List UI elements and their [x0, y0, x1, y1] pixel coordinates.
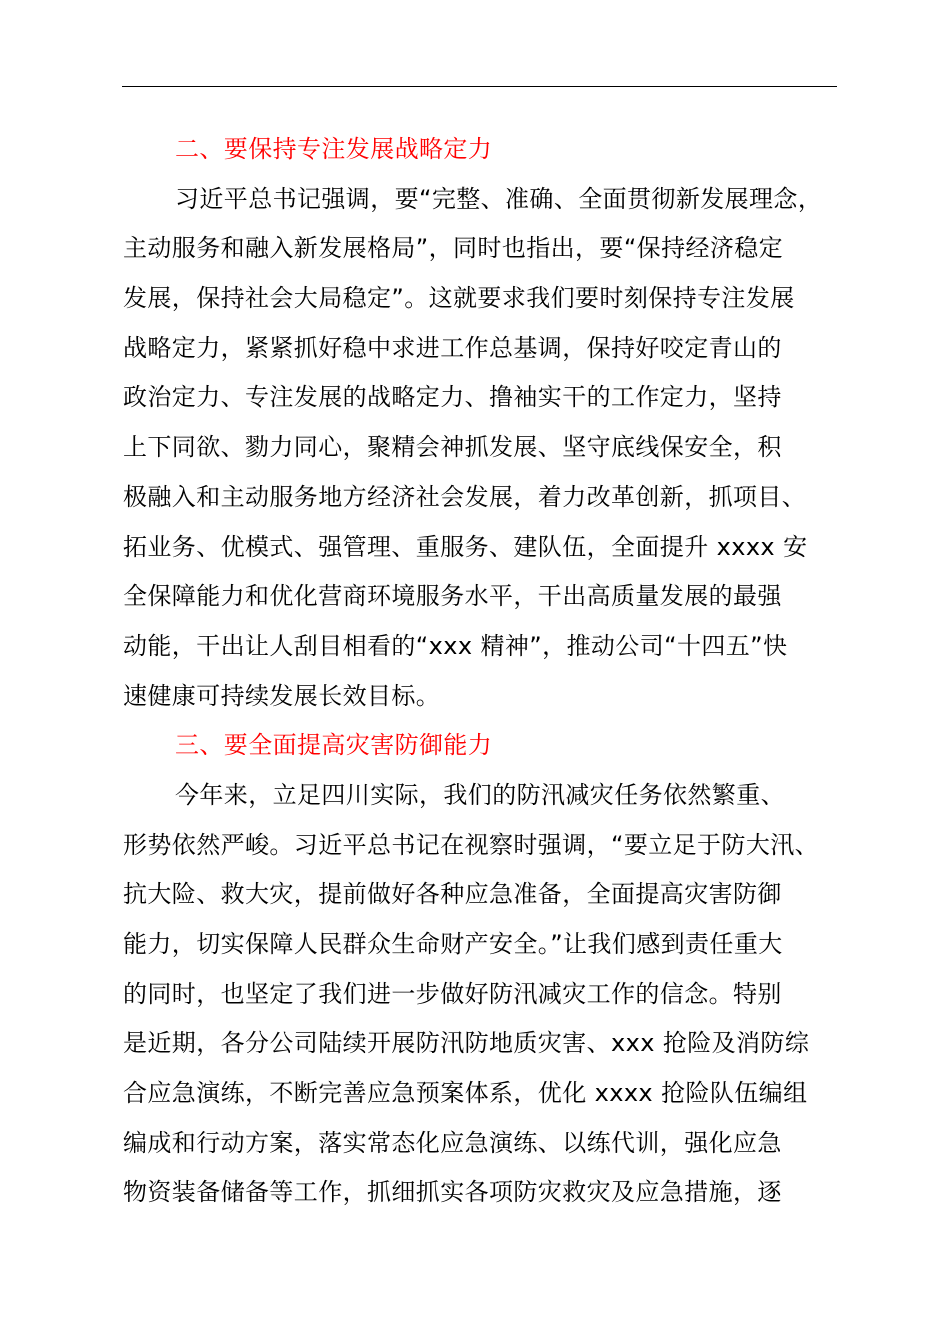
- paragraph-line: 合应急演练，不断完善应急预案体系，优化 xxxx 抢险队伍编组: [123, 1079, 808, 1108]
- paragraph-line: 编成和行动方案，落实常态化应急演练、以练代训，强化应急: [123, 1128, 782, 1157]
- paragraph-line: 今年来，立足四川实际，我们的防汛减灾任务依然繁重、: [175, 780, 785, 809]
- paragraph-line: 极融入和主动服务地方经济社会发展，着力改革创新，抓项目、: [123, 482, 807, 511]
- paragraph-line: 形势依然严峻。习近平总书记在视察时强调，“要立足于防大汛、: [123, 830, 820, 859]
- paragraph-line: 上下同欲、勠力同心，聚精会神抓发展、坚守底线保安全，积: [123, 433, 782, 462]
- document-body: [123, 125, 863, 1218]
- section-heading-3: 三、要全面提高灾害防御能力: [175, 731, 493, 760]
- paragraph-line: 拓业务、优模式、强管理、重服务、建队伍，全面提升 xxxx 安: [123, 532, 808, 561]
- paragraph-line: 政治定力、专注发展的战略定力、撸袖实干的工作定力，坚持: [123, 383, 782, 412]
- paragraph-line: 发展，保持社会大局稳定”。这就要求我们要时刻保持专注发展: [123, 284, 795, 313]
- paragraph-line: 抗大险、救大灾，提前做好各种应急准备，全面提高灾害防御: [123, 880, 782, 909]
- paragraph-line: 速健康可持续发展长效目标。: [123, 681, 441, 710]
- paragraph-line: 全保障能力和优化营商环境服务水平，干出高质量发展的最强: [123, 582, 782, 611]
- paragraph-line: 主动服务和融入新发展格局”，同时也指出，要“保持经济稳定: [123, 234, 784, 263]
- header-rule: [122, 86, 837, 87]
- paragraph-line: 物资装备储备等工作，抓细抓实各项防灾救灾及应急措施，逐: [123, 1178, 782, 1207]
- paragraph-line: 习近平总书记强调，要“完整、准确、全面贯彻新发展理念，: [175, 184, 823, 213]
- paragraph-line: 的同时，也坚定了我们进一步做好防汛减灾工作的信念。特别: [123, 979, 782, 1008]
- section-heading-2: 二、要保持专注发展战略定力: [175, 135, 493, 163]
- paragraph-line: 是近期，各分公司陆续开展防汛防地质灾害、xxx 抢险及消防综: [123, 1029, 810, 1058]
- paragraph-line: 动能，干出让人刮目相看的“xxx 精神”，推动公司“十四五”快: [123, 631, 788, 660]
- paragraph-line: 战略定力，紧紧抓好稳中求进工作总基调，保持好咬定青山的: [123, 333, 782, 362]
- paragraph-line: 能力，切实保障人民群众生命财产安全。”让我们感到责任重大: [123, 930, 783, 958]
